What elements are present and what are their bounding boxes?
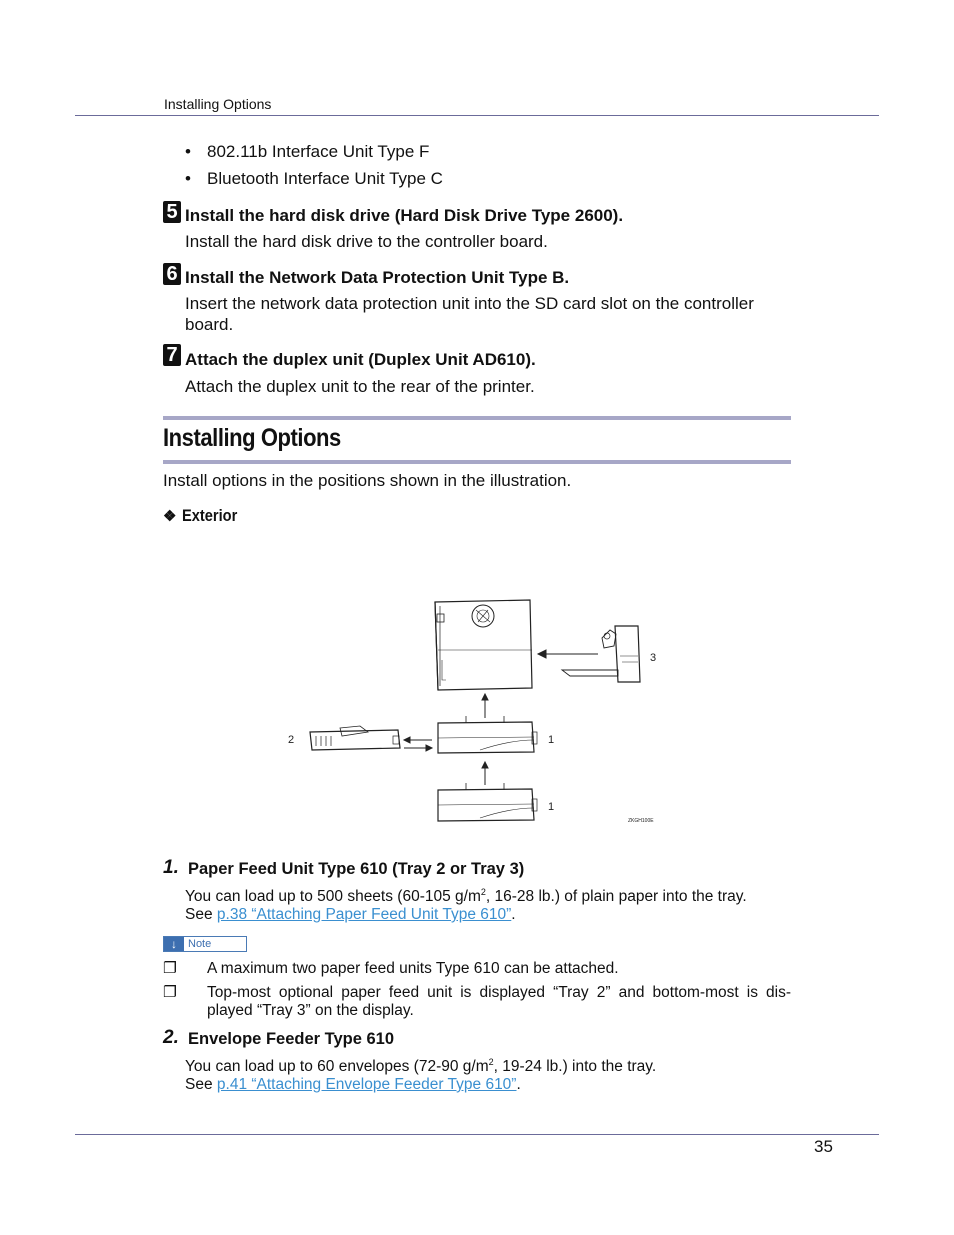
options-illustration <box>280 590 670 830</box>
item-title: Envelope Feeder Type 610 <box>188 1030 395 1048</box>
item-number: 1. <box>163 857 179 878</box>
step-title: Attach the duplex unit (Duplex Unit AD610). <box>185 350 536 369</box>
paper-feed-unit-lower-drawing <box>438 789 537 821</box>
bullet-item: • 802.11b Interface Unit Type F <box>185 142 430 161</box>
cross-reference-link[interactable]: p.41 “Attaching Envelope Feeder Type 610” <box>216 1076 517 1093</box>
running-header: Installing Options <box>164 96 272 112</box>
item-title: Paper Feed Unit Type 610 (Tray 2 or Tray 3) <box>188 860 525 878</box>
note-item: A maximum two paper feed units Type 610 can be attached. <box>207 960 619 977</box>
printer-drawing <box>435 600 532 690</box>
item-see-also: See p.38 “Attaching Paper Feed Unit Type 610”. <box>185 906 516 923</box>
paper-feed-unit-upper-drawing <box>438 722 537 753</box>
item-see-also: See p.41 “Attaching Envelope Feeder Type 610”. <box>185 1076 521 1093</box>
note-badge <box>163 936 247 952</box>
subheading <box>163 506 247 526</box>
item-body: You can load up to 60 envelopes (72-90 $g/m^2$, 19-24 lb.) into the tray. <box>185 1057 657 1076</box>
checkbox-icon: ❐ <box>163 960 177 977</box>
step-title: Install the hard disk drive (Hard Disk Drive Type 2600). <box>185 206 624 225</box>
bullet-item: • Bluetooth Interface Unit Type C <box>185 169 443 188</box>
item-body: You can load up to 500 sheets (60-105 $g/m^2$, 16-28 lb.) of plain paper into the tray. <box>185 887 747 906</box>
callout-label: 1 <box>548 734 555 746</box>
subheading-text: Exterior <box>182 506 238 525</box>
checkbox-icon: ❐ <box>163 984 177 1001</box>
tray-drawing <box>310 726 400 750</box>
step-body-line: board. <box>185 315 234 334</box>
step-number-badge: 6 <box>163 263 181 285</box>
section-rule-top <box>163 416 791 420</box>
diamond-icon: ❖ <box>163 508 177 525</box>
section-title: Installing Options <box>163 424 341 452</box>
step-body: Install the hard disk drive to the controller board. <box>185 232 548 251</box>
illustration-code: ZKGH100E <box>628 818 654 824</box>
page-number: 35 <box>814 1137 833 1156</box>
step-number-badge: 5 <box>163 201 181 223</box>
cross-reference-link[interactable]: p.38 “Attaching Paper Feed Unit Type 610” <box>216 906 512 923</box>
step-number-badge: 7 <box>163 344 181 366</box>
callout-label: 1 <box>548 801 555 813</box>
header-rule <box>75 115 879 116</box>
note-item: Top-most optional paper feed unit is displayed “Tray 2” and bottom-most is dis-played “Tray 3” on the display. <box>207 984 791 1019</box>
note-label: Note <box>188 938 212 950</box>
footer-rule <box>75 1134 879 1135</box>
section-intro: Install options in the positions shown in the illustration. <box>163 471 572 490</box>
callout-label: 2 <box>288 734 295 746</box>
step-title: Install the Network Data Protection Unit Type B. <box>185 268 570 287</box>
arrow-down-icon: ↓ <box>164 937 184 951</box>
section-rule-bottom <box>163 460 791 464</box>
item-number: 2. <box>163 1027 179 1048</box>
callout-label: 3 <box>650 652 657 664</box>
step-body <box>185 293 795 335</box>
step-body: Attach the duplex unit to the rear of the printer. <box>185 377 535 396</box>
step-body-line: Insert the network data protection unit into the SD card slot on the controller <box>185 294 754 313</box>
